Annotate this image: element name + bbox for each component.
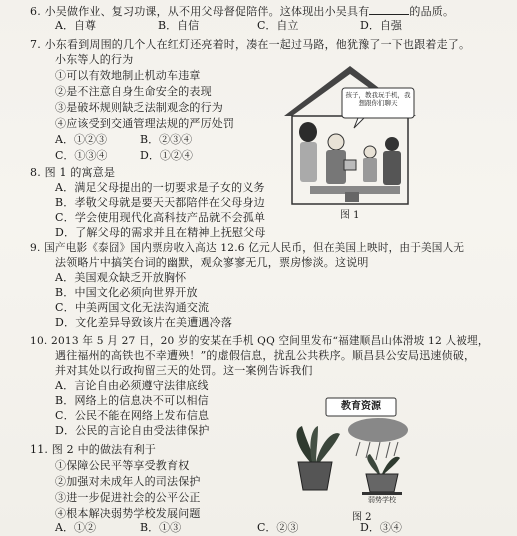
education-resource-sign: 教育资源 [341, 401, 381, 412]
q11-item-2: ②加强对未成年人的司法保护 [55, 475, 201, 488]
q7-item-1: ①可以有效地制止机动车违章 [55, 69, 201, 82]
figure-2-cartoon [282, 396, 422, 508]
q8-option-c: C．学会使用现代化高科技产品就不会孤单 [55, 211, 266, 224]
phone-icon [344, 160, 356, 170]
child-body [363, 158, 377, 182]
q11-option-c: C．②③ [257, 521, 299, 534]
q11-item-4: ④根本解决弱势学校发展问题 [55, 507, 201, 520]
q6-stem-tail: 的品质。 [409, 5, 455, 18]
q10-option-a: A．言论自由必须遵守法律底线 [55, 379, 209, 392]
q9-option-a: A．美国观众缺乏开放胸怀 [55, 271, 187, 284]
healthy-leaf-icon [382, 457, 400, 474]
q9-option-d: D．文化差异导致该片在美遭遇冷落 [55, 316, 233, 329]
q9-stem-line1: 9. 国产电影《泰囧》国内票房收入高达 12.6 亿元人民币，但在美国上映时，由于美国人无 [30, 242, 465, 254]
figure-2-caption: 图 2 [352, 512, 372, 523]
q8-option-d: D．了解父母的需求并且在精神上抚慰父母 [55, 226, 266, 239]
rain-line [394, 442, 398, 456]
q11-item-1: ①保障公民平等享受教育权 [55, 459, 190, 472]
q10-stem-line1: 10. 2013 年 5 月 27 日，20 岁的安某在手机 QQ 空间里发布“福建顺昌山体滑坡 12 人被埋， [30, 335, 489, 347]
wilted-leaf-icon [316, 433, 340, 462]
rain-line [376, 442, 380, 460]
child-head-icon [364, 146, 376, 158]
grandparent-head-icon [385, 137, 399, 151]
q6-option-d: D．自强 [360, 19, 402, 32]
figure-1-caption: 图 1 [340, 210, 360, 221]
q7-stem-line2: 小东等人的行为 [55, 53, 134, 66]
q11-option-b: B．①③ [140, 521, 182, 534]
mother-body [300, 142, 317, 182]
weak-school-label: 弱势学校 [368, 496, 396, 504]
q7-option-b: B．②③④ [140, 133, 193, 146]
q8-stem: 8. 图 1 的寓意是 [30, 166, 116, 179]
figure-1-drawing [280, 62, 420, 207]
q11-option-d: D．③④ [360, 521, 402, 534]
father-head-icon [328, 134, 344, 150]
rain-cloud-icon [348, 418, 408, 442]
q10-stem-line2: 遇往福州的高铁也不幸遭殃！”的虚假信息，扰乱公共秩序。顺昌县公安局迅速侦破， [55, 349, 476, 362]
father-body [326, 150, 346, 184]
q9-option-b: B．中国文化必须向世界开放 [55, 286, 198, 299]
q7-item-3: ③是破坏规则缺乏法制观念的行为 [55, 101, 223, 114]
q6-option-c: C．自立 [257, 19, 299, 32]
potted-plant-icon [345, 192, 359, 202]
q6-answer-blank [369, 4, 409, 15]
q6-option-a: A．自尊 [55, 19, 96, 32]
q11-item-3: ③进一步促进社会的公平公正 [55, 491, 201, 504]
wilted-leaf-icon [310, 426, 318, 462]
speech-bubble-text: 孩子，教我玩手机，我想跟你们聊天 [345, 91, 411, 107]
grandparent-body [383, 151, 401, 185]
mother-head-icon [299, 122, 317, 142]
q7-option-d: D．①②④ [140, 149, 193, 162]
q7-option-a: A．①②③ [55, 133, 107, 146]
q6-stem [30, 4, 454, 19]
q6-option-b: B．自信 [158, 19, 200, 32]
q7-stem-line1: 7. 小东看到周围的几个人在红灯还亮着时，凑在一起过马路，他犹豫了一下也跟着走了。 [30, 38, 471, 51]
q6-stem-text: 6. 小吴做作业、复习功课，从不用父母督促陪伴。这体现出小吴具有 [30, 5, 370, 18]
q10-option-d: D．公民的言论自由受法律保护 [55, 424, 210, 437]
rain-line [386, 442, 390, 458]
q10-option-b: B．网络上的信息决不可以相信 [55, 394, 209, 407]
q11-stem: 11. 图 2 中的做法有利于 [30, 443, 156, 456]
pot-base [362, 492, 402, 495]
q7-item-2: ②是不注意自身生命安全的表现 [55, 85, 212, 98]
q10-option-c: C．公民不能在网络上发布信息 [55, 409, 210, 422]
rain-line [356, 442, 360, 456]
q7-item-4: ④应该受到交通管理法规的严厉处罚 [55, 117, 235, 130]
q10-stem-line3: 并对其处以行政拘留三天的处罚。这一案例告诉我们 [55, 364, 313, 377]
healthy-leaf-icon [367, 454, 380, 474]
q9-stem-line2: 法领略片中搞笑台词的幽默，观众寥寥无几，票房惨淡。这说明 [55, 256, 369, 269]
q7-option-c: C．①③④ [55, 149, 108, 162]
flower-pot-icon [366, 474, 398, 492]
q8-option-b: B．孝敬父母就是要天天都陪伴在父母身边 [55, 196, 265, 209]
q11-option-a: A．①② [55, 521, 96, 534]
q8-option-a: A．满足父母提出的一切要求是子女的义务 [55, 181, 265, 194]
figure-1-cartoon [280, 62, 420, 207]
q9-option-c: C．中美两国文化无法沟通交流 [55, 301, 210, 314]
flower-pot-icon [298, 462, 332, 490]
